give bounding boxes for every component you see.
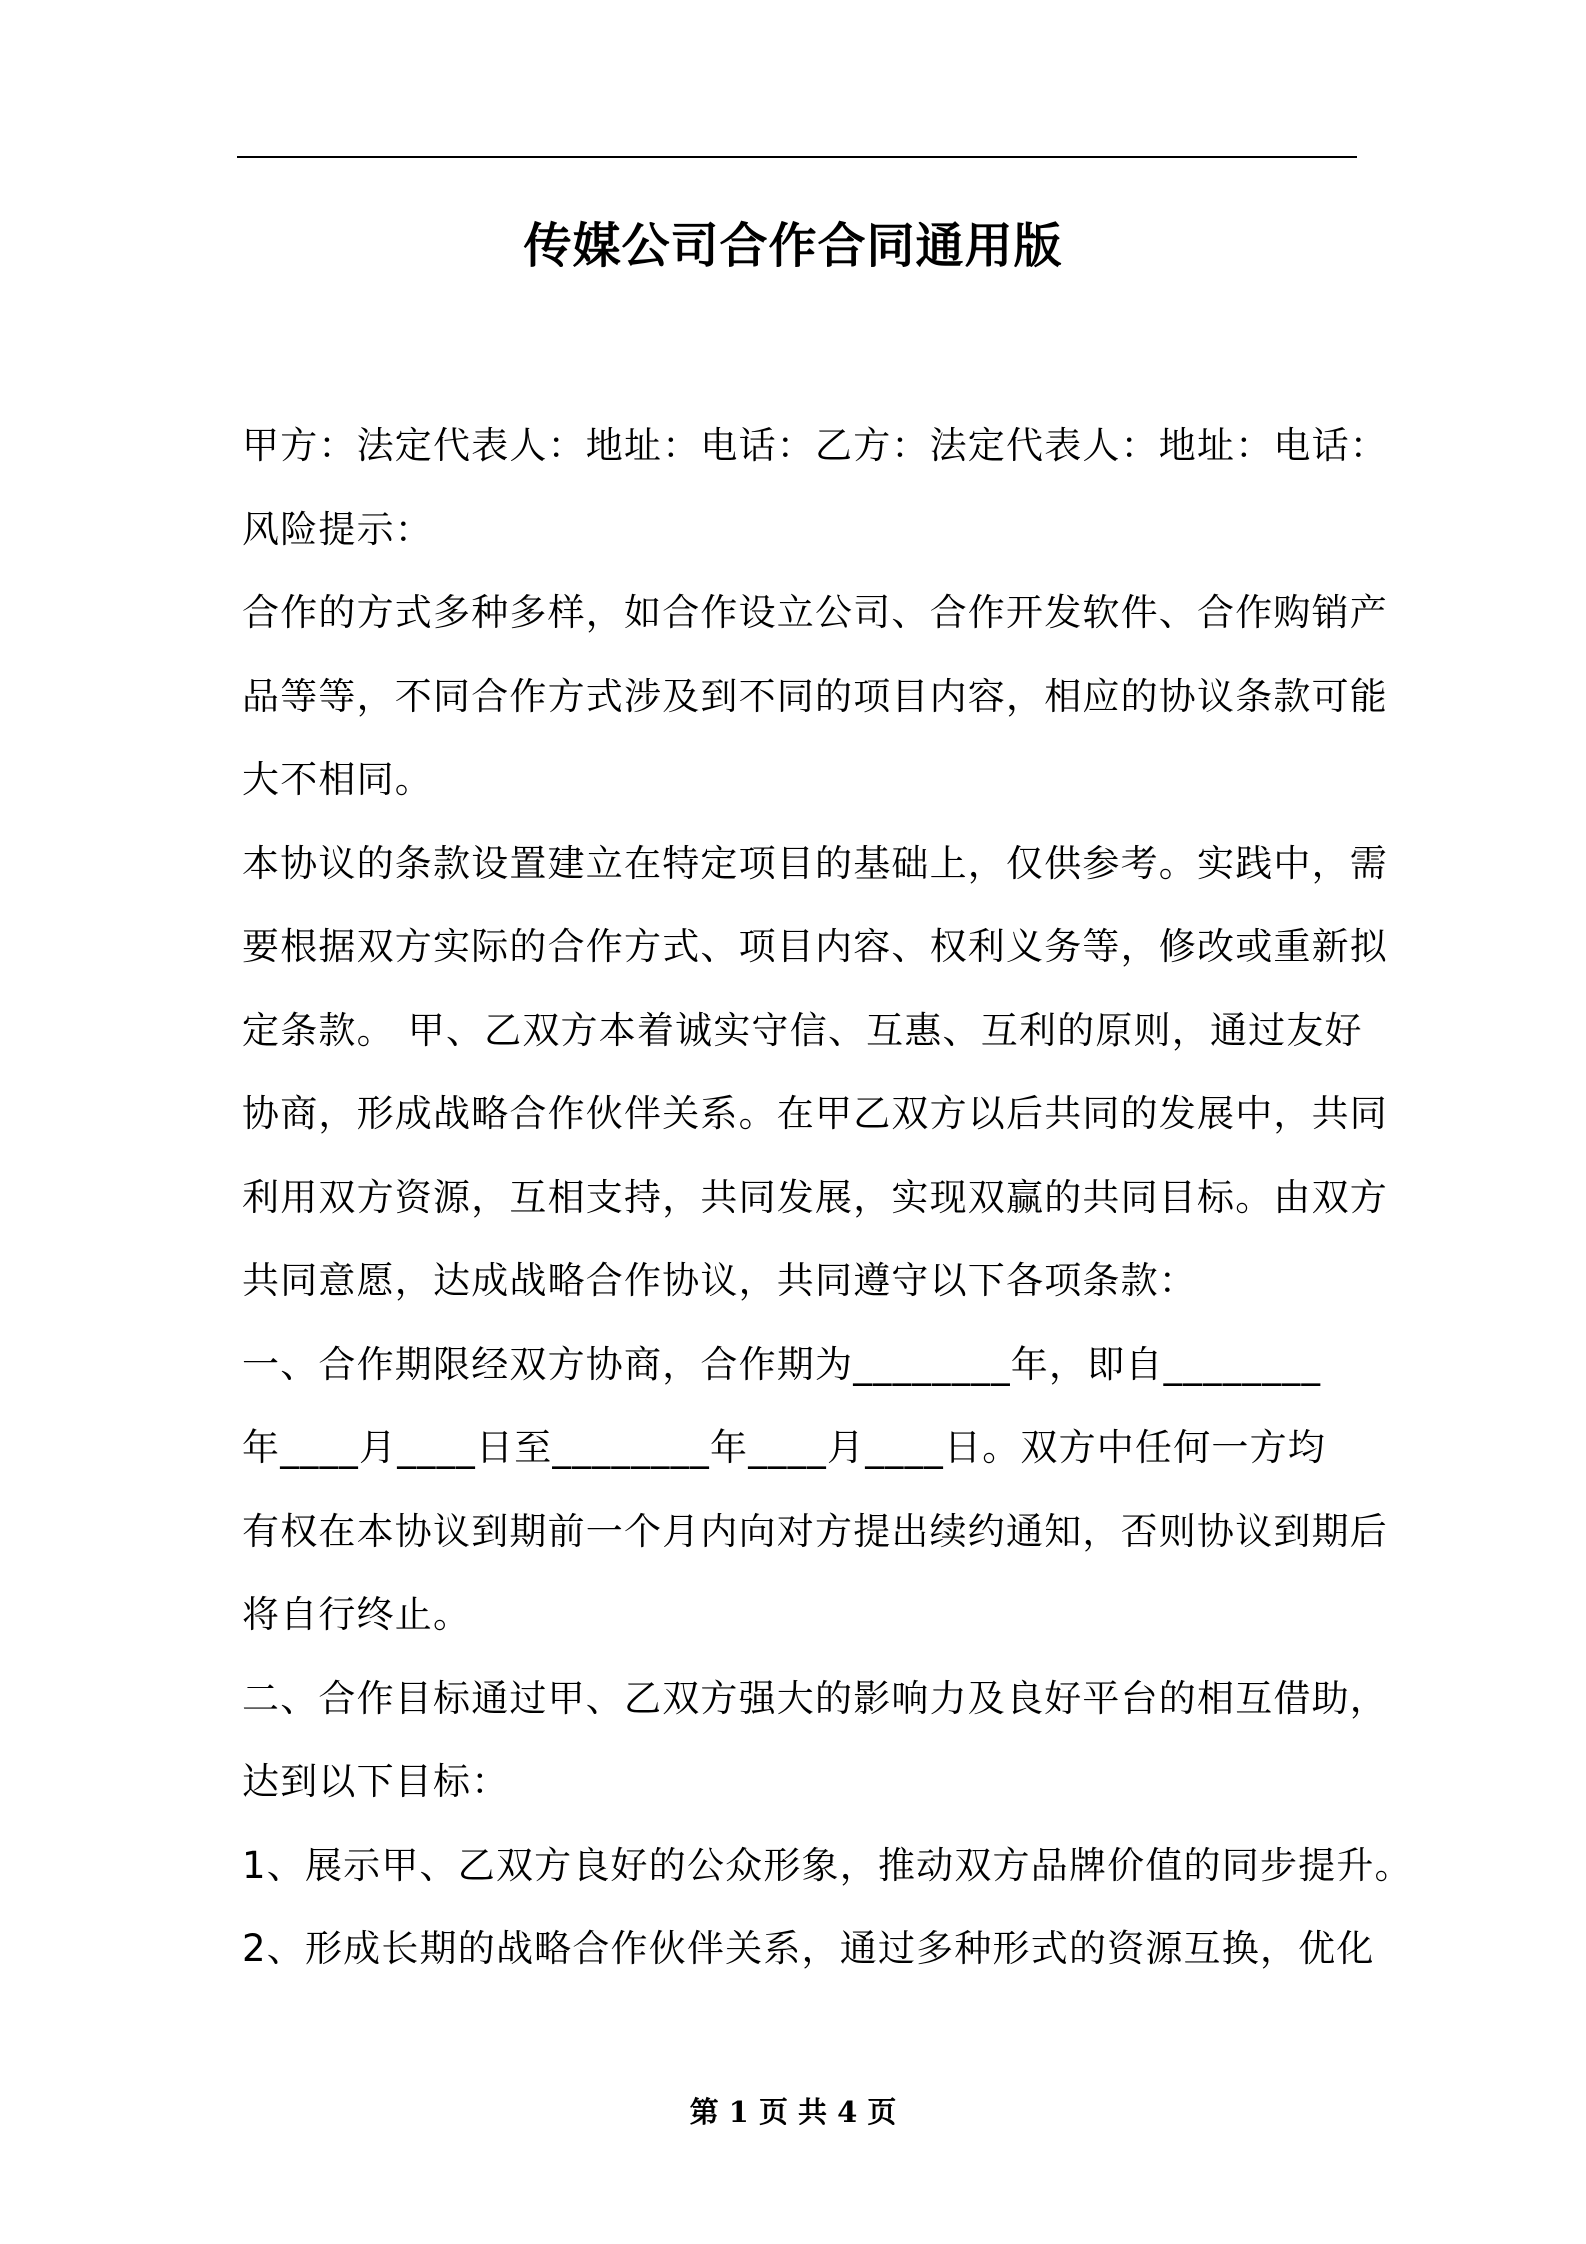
body-line: 1、展示甲、乙双方良好的公众形象，推动双方品牌价值的同步提升。 xyxy=(242,1843,1413,1887)
document-title: 传媒公司合作合同通用版 xyxy=(523,218,1063,274)
body-line: 一、合作期限经双方协商，合作期为________年，即自________ xyxy=(242,1342,1322,1386)
body-line: 要根据双方实际的合作方式、项目内容、权利义务等，修改或重新拟 xyxy=(242,925,1388,968)
body-line: 将自行终止。 xyxy=(242,1593,472,1636)
body-line: 2、形成长期的战略合作伙伴关系，通过多种形式的资源互换，优化 xyxy=(242,1927,1375,1970)
body-line: 本协议的条款设置建立在特定项目的基础上，仅供参考。实践中，需 xyxy=(242,841,1388,885)
document-body xyxy=(242,404,1413,1991)
body-line: 年____月____日至________年____月____日。双方中任何一方均 xyxy=(242,1426,1326,1469)
body-line: 协商，形成战略合作伙伴关系。在甲乙双方以后共同的发展中，共同 xyxy=(242,1092,1388,1135)
body-line: 利用双方资源，互相支持，共同发展，实现双赢的共同目标。由双方 xyxy=(242,1175,1388,1219)
body-line: 大不相同。 xyxy=(242,758,433,801)
body-line: 合作的方式多种多样，如合作设立公司、合作开发软件、合作购销产 xyxy=(242,591,1388,634)
header-rule xyxy=(237,156,1357,158)
body-line: 定条款。 甲、乙双方本着诚实守信、互惠、互利的原则，通过友好 xyxy=(242,1008,1363,1052)
body-line: 二、合作目标通过甲、乙双方强大的影响力及良好平台的相互借助， xyxy=(242,1676,1388,1720)
body-line: 甲方：法定代表人：地址：电话：乙方：法定代表人：地址：电话： xyxy=(242,424,1388,467)
page-number-footer: 第 1 页 共 4 页 xyxy=(689,2095,897,2129)
body-line: 共同意愿，达成战略合作协议，共同遵守以下各项条款： xyxy=(242,1259,1197,1302)
body-line: 达到以下目标： xyxy=(242,1760,510,1803)
body-line: 品等等，不同合作方式涉及到不同的项目内容，相应的协议条款可能 xyxy=(242,674,1388,718)
body-line: 有权在本协议到期前一个月内向对方提出续约通知，否则协议到期后 xyxy=(242,1509,1388,1553)
body-line: 风险提示： xyxy=(242,507,433,551)
